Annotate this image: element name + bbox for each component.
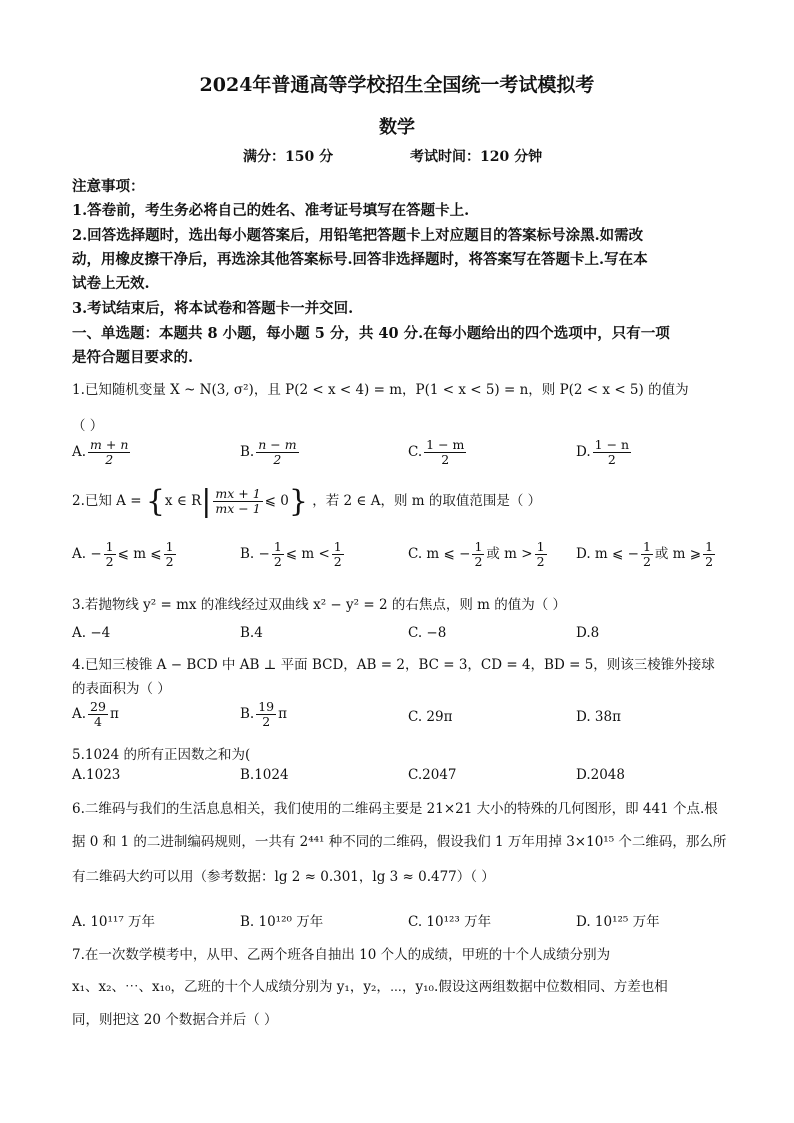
notice-item-2-line-2: 动，用橡皮擦干净后，再选涂其他答案标号.回答非选择题时，将答案写在答题卡上.写在本 (72, 251, 648, 268)
question-3-option-c: C. −8 (408, 625, 447, 641)
question-2-option-a: A. − $\frac{1}{2}$ ⩽ m ⩽ $\frac{1}{2}$ (72, 539, 174, 569)
question-5-option-d: D.2048 (576, 767, 625, 783)
notice-item-2-line-3: 试卷上无效. (72, 275, 150, 292)
exam-title: 2024年普通高等学校招生全国统一考试模拟考 (199, 74, 595, 96)
section-1-heading-line-2: 是符合题目要求的. (72, 349, 194, 366)
question-6-option-c: C. 10¹²³ 万年 (408, 914, 492, 930)
right-brace: } (288, 484, 308, 519)
question-5-option-b: B.1024 (240, 767, 289, 783)
notice-item-1: 1.答卷前，考生务必将自己的姓名、准考证号填写在答题卡上. (72, 202, 470, 219)
question-6-line-2: 据 0 和 1 的二进制编码规则，一共有 2⁴⁴¹ 种不同的二维码，假设我们 1 万年用掉 3×10¹⁵ 个二维码，那么所 (72, 834, 727, 850)
question-6-option-a: A. 10¹¹⁷ 万年 (72, 914, 156, 930)
question-1-paren: （ ） (72, 418, 104, 434)
question-4-option-a: A. $\frac{29}{4}$ π (72, 699, 119, 729)
notice-heading: 注意事项： (72, 178, 145, 195)
question-7-line-3: 同，则把这 20 个数据合并后（ ） (72, 1012, 278, 1028)
question-1-option-c: C. $\frac{1 - m}{2}$ (408, 437, 465, 467)
question-3-text: 3.若抛物线 y² = mx 的准线经过双曲线 x² − y² = 2 的右焦点，则 m 的值为（ ） (72, 597, 567, 613)
section-1-heading-line-1: 一、单选题：本题共 8 小题，每小题 5 分，共 40 分.在每小题给出的四个选项中，只有一项 (72, 325, 670, 342)
question-2-option-c: C. m ⩽ − $\frac{1}{2}$ 或 m > $\frac{1}{2}$ (408, 539, 545, 569)
notice-item-3: 3.考试结束后，将本试卷和答题卡一并交回. (72, 300, 354, 317)
question-3-option-a: A. −4 (72, 625, 111, 641)
question-2-text: 2.已知 A = {x ∈ R| $\frac{mx + 1}{mx - 1}$ ⩽ 0} ，若 2 ∈ A，则 m 的取值范围是（ ） (72, 484, 542, 519)
question-6-line-3: 有二维码大约可以用（参考数据：lg 2 ≈ 0.301，lg 3 ≈ 0.477）（ ） (72, 869, 495, 885)
exam-time: 考试时间：120 分钟 (410, 149, 543, 165)
question-2-option-b: B. − $\frac{1}{2}$ ⩽ m < $\frac{1}{2}$ (240, 539, 342, 569)
notice-item-2-line-1: 2.回答选择题时，选出每小题答案后，用铅笔把答题卡上对应题目的答案标号涂黑.如需改 (72, 227, 644, 244)
question-4-option-d: D. 38π (576, 709, 621, 725)
question-5-option-a: A.1023 (72, 767, 121, 783)
question-7-line-2: x₁、x₂、⋯、x₁₀，乙班的十个人成绩分别为 y₁，y₂，⋯，y₁₀.假设这两组数据中位数相同、方差也相 (72, 979, 668, 995)
set-bar: | (201, 484, 212, 519)
question-6-option-d: D. 10¹²⁵ 万年 (576, 914, 660, 930)
question-4-option-b: B. $\frac{19}{2}$ π (240, 699, 287, 729)
question-6-option-b: B. 10¹²⁰ 万年 (240, 914, 324, 930)
question-1-option-a: A. $\frac{m + n}{2}$ (72, 437, 129, 467)
question-7-line-1: 7.在一次数学模考中，从甲、乙两个班各自抽出 10 个人的成绩，甲班的十个人成绩分别为 (72, 947, 611, 963)
question-1-option-b: B. $\frac{n - m}{2}$ (240, 437, 297, 467)
question-6-line-1: 6.二维码与我们的生活息息相关，我们使用的二维码主要是 21×21 大小的特殊的几何图形，即 441 个点.根 (72, 801, 718, 817)
question-4-line-1: 4.已知三棱锥 A − BCD 中 AB ⊥ 平面 BCD，AB = 2，BC = 3，CD = 4，BD = 5，则该三棱锥外接球 (72, 657, 715, 673)
question-5-option-c: C.2047 (408, 767, 457, 783)
question-1-text: 1.已知随机变量 X ~ N(3, σ²)，且 P(2 < x < 4) = m，P(1 < x < 5) = n，则 P(2 < x < 5) 的值为 (72, 382, 689, 398)
question-3-option-d: D.8 (576, 625, 600, 641)
full-score: 满分：150 分 (243, 149, 334, 165)
left-brace: { (145, 484, 165, 519)
subject-title: 数学 (379, 117, 415, 138)
question-1-option-d: D. $\frac{1 - n}{2}$ (576, 437, 630, 467)
question-2-option-d: D. m ⩽ − $\frac{1}{2}$ 或 m ⩾ $\frac{1}{2}$ (576, 539, 714, 569)
question-4-line-2: 的表面积为（ ） (72, 681, 171, 697)
question-4-option-c: C. 29π (408, 709, 453, 725)
question-3-option-b: B.4 (240, 625, 263, 641)
question-5-text: 5.1024 的所有正因数之和为( (72, 747, 251, 763)
